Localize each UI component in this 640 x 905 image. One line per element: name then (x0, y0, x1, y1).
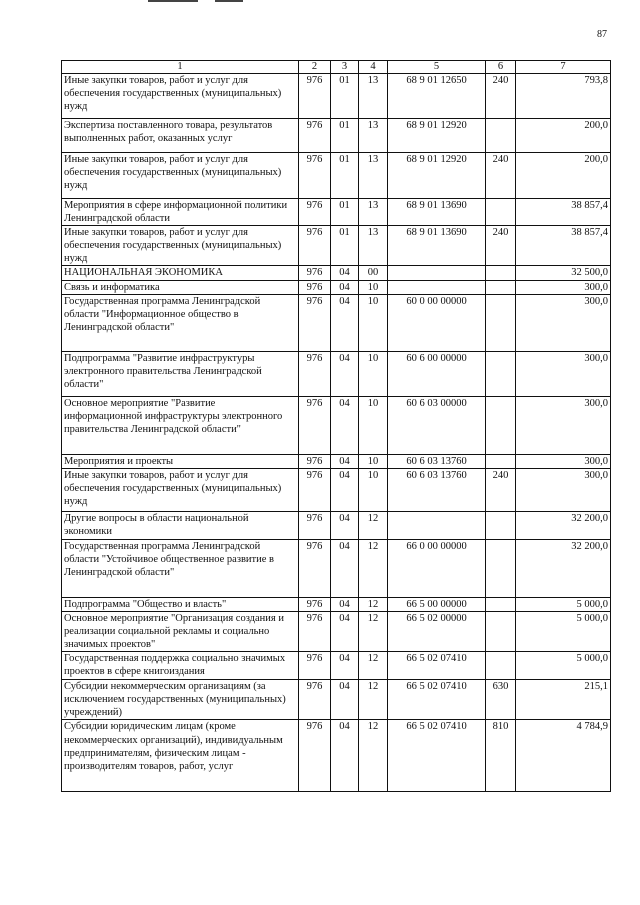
row-name: Основное мероприятие "Развитие информационной инфраструктуры электронного правительства Ленинградской области" (62, 396, 299, 454)
row-code-admin: 976 (299, 680, 331, 720)
table-row (62, 153, 611, 199)
row-code-target: 60 6 03 00000 (388, 396, 486, 454)
table-row (62, 199, 611, 226)
row-code-section: 04 (331, 652, 359, 680)
row-code-target: 68 9 01 13690 (388, 199, 486, 226)
row-amount: 200,0 (516, 119, 611, 153)
row-code-expense (486, 280, 516, 294)
budget-table (61, 60, 611, 792)
header-row (62, 61, 611, 74)
row-code-admin: 976 (299, 511, 331, 539)
row-code-subsection: 10 (359, 351, 388, 396)
row-code-section: 04 (331, 720, 359, 792)
table-row (62, 74, 611, 119)
row-name: Другие вопросы в области национальной экономики (62, 511, 299, 539)
row-code-admin: 976 (299, 199, 331, 226)
row-code-expense (486, 454, 516, 468)
row-code-expense: 810 (486, 720, 516, 792)
row-name: НАЦИОНАЛЬНАЯ ЭКОНОМИКА (62, 266, 299, 280)
row-amount: 215,1 (516, 680, 611, 720)
col-header: 4 (359, 61, 388, 74)
row-code-expense: 630 (486, 680, 516, 720)
table-row (62, 226, 611, 266)
row-amount: 300,0 (516, 280, 611, 294)
row-code-section: 04 (331, 280, 359, 294)
row-amount: 5 000,0 (516, 611, 611, 651)
row-code-admin: 976 (299, 119, 331, 153)
row-code-admin: 976 (299, 351, 331, 396)
row-code-admin: 976 (299, 280, 331, 294)
row-code-admin: 976 (299, 454, 331, 468)
row-name: Иные закупки товаров, работ и услуг для обеспечения государственных (муниципальных) нужд (62, 153, 299, 199)
row-code-target: 66 5 02 00000 (388, 611, 486, 651)
row-code-subsection: 13 (359, 199, 388, 226)
col-header: 5 (388, 61, 486, 74)
row-name: Подпрограмма "Развитие инфраструктуры электронного правительства Ленинградской области" (62, 351, 299, 396)
row-amount: 4 784,9 (516, 720, 611, 792)
row-code-section: 01 (331, 226, 359, 266)
row-code-subsection: 10 (359, 280, 388, 294)
table-row (62, 280, 611, 294)
table-row (62, 680, 611, 720)
table-row (62, 652, 611, 680)
row-amount: 300,0 (516, 396, 611, 454)
row-amount: 32 200,0 (516, 539, 611, 597)
row-amount: 300,0 (516, 294, 611, 351)
row-code-expense (486, 396, 516, 454)
row-name: Государственная программа Ленинградской области "Устойчивое общественное развитие в Ленинградской области" (62, 539, 299, 597)
row-code-subsection: 12 (359, 680, 388, 720)
row-code-target (388, 511, 486, 539)
row-code-expense (486, 511, 516, 539)
row-code-subsection: 13 (359, 74, 388, 119)
row-code-target (388, 280, 486, 294)
row-name: Подпрограмма "Общество и власть" (62, 597, 299, 611)
row-code-target: 60 6 03 13760 (388, 454, 486, 468)
row-code-subsection: 10 (359, 468, 388, 511)
row-amount: 5 000,0 (516, 652, 611, 680)
col-header: 1 (62, 61, 299, 74)
row-amount: 38 857,4 (516, 226, 611, 266)
row-code-section: 01 (331, 153, 359, 199)
row-code-section: 01 (331, 199, 359, 226)
col-header: 6 (486, 61, 516, 74)
row-code-expense (486, 351, 516, 396)
table-row (62, 351, 611, 396)
row-name: Государственная программа Ленинградской области "Информационное общество в Ленинградской области" (62, 294, 299, 351)
row-code-section: 04 (331, 680, 359, 720)
table-row (62, 119, 611, 153)
row-code-section: 04 (331, 351, 359, 396)
row-code-expense (486, 294, 516, 351)
row-code-target: 68 9 01 12650 (388, 74, 486, 119)
row-code-target: 68 9 01 12920 (388, 119, 486, 153)
row-code-subsection: 13 (359, 119, 388, 153)
row-amount: 32 200,0 (516, 511, 611, 539)
row-code-subsection: 12 (359, 539, 388, 597)
table-row (62, 266, 611, 280)
row-code-target (388, 266, 486, 280)
row-code-section: 04 (331, 396, 359, 454)
row-code-target: 66 5 00 00000 (388, 597, 486, 611)
row-code-expense: 240 (486, 468, 516, 511)
row-code-subsection: 10 (359, 396, 388, 454)
row-name: Основное мероприятие "Организация создания и реализации социальной рекламы и социально значимых проектов" (62, 611, 299, 651)
row-code-section: 04 (331, 539, 359, 597)
row-name: Связь и информатика (62, 280, 299, 294)
row-code-target: 66 5 02 07410 (388, 680, 486, 720)
row-name: Иные закупки товаров, работ и услуг для обеспечения государственных (муниципальных) нужд (62, 226, 299, 266)
col-header: 7 (516, 61, 611, 74)
row-code-section: 04 (331, 611, 359, 651)
row-name: Иные закупки товаров, работ и услуг для обеспечения государственных (муниципальных) нужд (62, 468, 299, 511)
row-code-target: 60 0 00 00000 (388, 294, 486, 351)
table-row (62, 597, 611, 611)
row-code-admin: 976 (299, 153, 331, 199)
row-amount: 300,0 (516, 468, 611, 511)
row-code-target: 66 0 00 00000 (388, 539, 486, 597)
row-code-subsection: 00 (359, 266, 388, 280)
table-row (62, 294, 611, 351)
row-code-admin: 976 (299, 652, 331, 680)
row-code-expense: 240 (486, 226, 516, 266)
row-code-section: 04 (331, 454, 359, 468)
row-name: Государственная поддержка социально значимых проектов в сфере книгоиздания (62, 652, 299, 680)
row-code-subsection: 12 (359, 597, 388, 611)
table-row (62, 611, 611, 651)
row-code-target: 60 6 03 13760 (388, 468, 486, 511)
row-amount: 32 500,0 (516, 266, 611, 280)
row-code-subsection: 13 (359, 153, 388, 199)
row-code-section: 04 (331, 266, 359, 280)
row-code-admin: 976 (299, 294, 331, 351)
table-row (62, 396, 611, 454)
row-code-section: 04 (331, 511, 359, 539)
row-code-target: 60 6 00 00000 (388, 351, 486, 396)
row-code-expense (486, 119, 516, 153)
row-amount: 200,0 (516, 153, 611, 199)
row-amount: 5 000,0 (516, 597, 611, 611)
row-amount: 300,0 (516, 454, 611, 468)
row-code-admin: 976 (299, 468, 331, 511)
row-name: Субсидии некоммерческим организациям (за исключением государственных (муниципальных) учреждений) (62, 680, 299, 720)
row-code-subsection: 12 (359, 720, 388, 792)
row-code-expense (486, 597, 516, 611)
row-name: Мероприятия в сфере информационной политики Ленинградской области (62, 199, 299, 226)
row-code-section: 01 (331, 119, 359, 153)
row-code-subsection: 10 (359, 454, 388, 468)
row-code-target: 66 5 02 07410 (388, 652, 486, 680)
table-row (62, 511, 611, 539)
table-row (62, 468, 611, 511)
row-code-subsection: 12 (359, 652, 388, 680)
row-code-expense (486, 266, 516, 280)
row-name: Субсидии юридическим лицам (кроме некоммерческих организаций), индивидуальным предпринимателям, физическим лицам - производителям товаров, работ, услуг (62, 720, 299, 792)
row-code-section: 04 (331, 597, 359, 611)
row-code-admin: 976 (299, 720, 331, 792)
scan-artifact (215, 0, 243, 2)
row-code-admin: 976 (299, 539, 331, 597)
col-header: 2 (299, 61, 331, 74)
row-code-admin: 976 (299, 74, 331, 119)
row-code-admin: 976 (299, 597, 331, 611)
row-code-subsection: 13 (359, 226, 388, 266)
col-header: 3 (331, 61, 359, 74)
table-row (62, 720, 611, 792)
row-code-expense (486, 199, 516, 226)
row-amount: 38 857,4 (516, 199, 611, 226)
row-code-target: 68 9 01 12920 (388, 153, 486, 199)
row-code-section: 04 (331, 294, 359, 351)
table-row (62, 539, 611, 597)
row-code-subsection: 12 (359, 611, 388, 651)
row-code-admin: 976 (299, 396, 331, 454)
table-row (62, 454, 611, 468)
row-amount: 793,8 (516, 74, 611, 119)
row-code-target: 68 9 01 13690 (388, 226, 486, 266)
row-name: Иные закупки товаров, работ и услуг для обеспечения государственных (муниципальных) нужд (62, 74, 299, 119)
row-code-expense (486, 611, 516, 651)
row-name: Мероприятия и проекты (62, 454, 299, 468)
row-code-expense (486, 539, 516, 597)
row-code-admin: 976 (299, 226, 331, 266)
page-number: 87 (597, 29, 607, 40)
row-code-admin: 976 (299, 266, 331, 280)
row-code-target: 66 5 02 07410 (388, 720, 486, 792)
row-code-subsection: 10 (359, 294, 388, 351)
row-code-expense: 240 (486, 74, 516, 119)
row-code-expense: 240 (486, 153, 516, 199)
row-code-subsection: 12 (359, 511, 388, 539)
row-code-admin: 976 (299, 611, 331, 651)
scan-artifact (148, 0, 198, 2)
row-code-section: 01 (331, 74, 359, 119)
row-code-expense (486, 652, 516, 680)
row-name: Экспертиза поставленного товара, результатов выполненных работ, оказанных услуг (62, 119, 299, 153)
row-code-section: 04 (331, 468, 359, 511)
row-amount: 300,0 (516, 351, 611, 396)
